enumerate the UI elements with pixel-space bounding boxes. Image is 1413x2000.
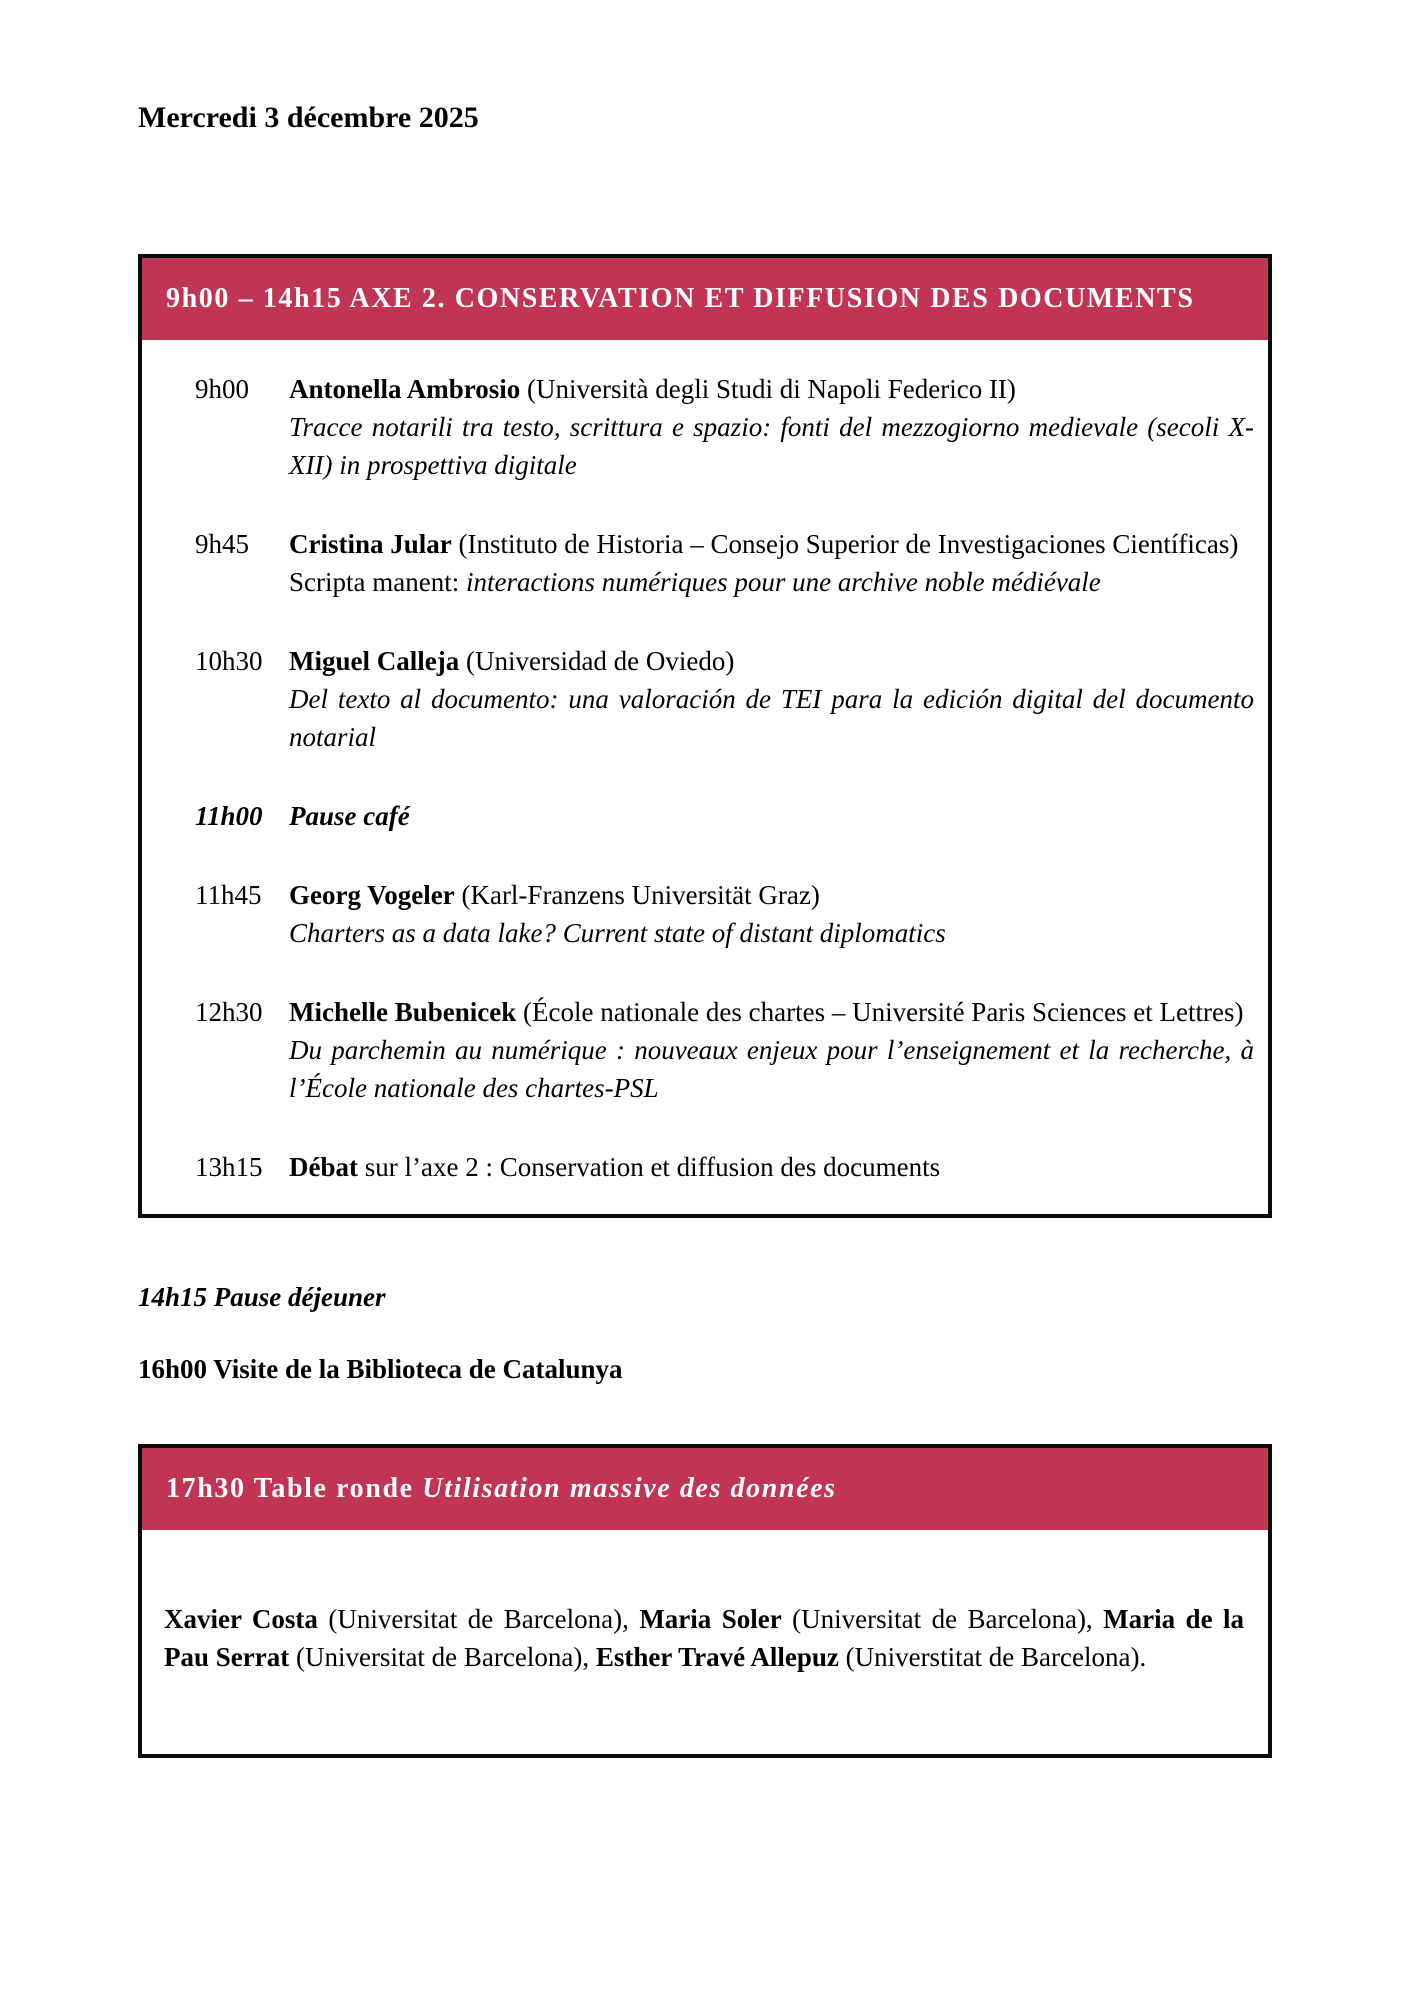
- entry-content: [289, 876, 1268, 952]
- session2-banner-topic: Utilisation massive des données: [422, 1473, 837, 1504]
- speaker-name: Cristina Jular: [289, 529, 452, 559]
- schedule-entry-bubenicek: [142, 993, 1268, 1107]
- participant-affiliation: (Universitat de Barcelona),: [781, 1604, 1104, 1634]
- entry-talk-title: Tracce notarili tra testo, scrittura e spazio: fonti del mezzogiorno medievale (secoli X-XII) in prospettiva digitale: [289, 412, 1254, 480]
- session2-body: [142, 1530, 1268, 1754]
- entry-speaker-line: [289, 642, 1254, 680]
- lunch-break-line: 14h15 Pause déjeuner: [138, 1282, 386, 1312]
- break-label: Pause café: [289, 801, 410, 831]
- entry-talk-title: Charters as a data lake? Current state of distant diplomatics: [289, 918, 946, 948]
- entry-speaker-line: [289, 876, 1254, 914]
- entry-speaker-line: [289, 993, 1254, 1031]
- entry-time: 13h15: [195, 1152, 263, 1182]
- participant-affiliation: (Universitat de Barcelona),: [317, 1604, 640, 1634]
- entry-content: [289, 797, 1268, 835]
- speaker-name: Miguel Calleja: [289, 646, 460, 676]
- schedule-entry-vogeler: [142, 876, 1268, 952]
- entry-talk-title: Du parchemin au numérique : nouveaux enjeux pour l’enseignement et la recherche, à l’École nationale des chartes-PSL: [289, 1035, 1254, 1103]
- debat-label: Débat: [289, 1152, 358, 1182]
- schedule-entry-coffee-break: [142, 797, 1268, 835]
- speaker-affiliation: (Karl-Franzens Universität Graz): [454, 880, 820, 910]
- entry-talk-title: Del texto al documento: una valoración de TEI para la edición digital del documento notarial: [289, 684, 1254, 752]
- session1-box: [138, 254, 1272, 1218]
- participant-name: Esther Travé Allepuz: [595, 1642, 839, 1672]
- schedule-entry-debat: [142, 1148, 1268, 1186]
- speaker-affiliation: (École nationale des chartes – Université Paris Sciences et Lettres): [516, 997, 1244, 1027]
- schedule-entry-calleja: [142, 642, 1268, 756]
- session1-banner: [142, 258, 1268, 340]
- entry-time: 11h45: [195, 880, 262, 910]
- talk-title-italic: interactions numériques pour une archive noble médiévale: [465, 567, 1101, 597]
- entry-time: 11h00: [195, 801, 263, 831]
- debat-text: sur l’axe 2 : Conservation et diffusion des documents: [358, 1152, 941, 1182]
- entry-content: [289, 642, 1268, 756]
- participant-name: Maria de la Pau Serrat: [164, 1604, 1244, 1672]
- session1-body: [142, 340, 1268, 1214]
- session2-box: [138, 1444, 1272, 1758]
- speaker-name: Michelle Bubenicek: [289, 997, 517, 1027]
- entry-content: [289, 370, 1268, 484]
- session1-banner-title: 9h00 – 14h15 AXE 2. CONSERVATION ET DIFFUSION DES DOCUMENTS: [166, 283, 1195, 314]
- library-visit-line: 16h00 Visite de la Biblioteca de Catalunya: [138, 1354, 623, 1384]
- entry-content: [289, 525, 1268, 601]
- entry-content: [289, 1148, 1268, 1186]
- participant-name: Maria Soler: [639, 1604, 782, 1634]
- participant-affiliation: (Universtitat de Barcelona).: [838, 1642, 1147, 1672]
- speaker-affiliation: (Instituto de Historia – Consejo Superior de Investigaciones Científicas): [451, 529, 1239, 559]
- speaker-affiliation: (Università degli Studi di Napoli Federico II): [520, 374, 1016, 404]
- speaker-name: Georg Vogeler: [289, 880, 455, 910]
- entry-content: [289, 993, 1268, 1107]
- entry-speaker-line: [289, 1148, 1254, 1186]
- session2-banner-prefix: 17h30 Table ronde: [166, 1473, 423, 1504]
- entry-speaker-line: [289, 525, 1254, 563]
- entry-talk-title: [289, 563, 1254, 601]
- session2-banner: [142, 1448, 1268, 1530]
- talk-title-prefix: Scripta manent:: [289, 567, 466, 597]
- schedule-entry-jular: [142, 525, 1268, 601]
- entry-time: 9h00: [195, 374, 249, 404]
- participants-paragraph: [164, 1600, 1244, 1676]
- date-heading: Mercredi 3 décembre 2025: [138, 101, 479, 134]
- entry-time: 12h30: [195, 997, 263, 1027]
- speaker-name: Antonella Ambrosio: [289, 374, 521, 404]
- schedule-entry-ambrosio: [142, 370, 1268, 484]
- participant-name: Xavier Costa: [164, 1604, 318, 1634]
- entry-time: 9h45: [195, 529, 249, 559]
- entry-speaker-line: [289, 370, 1254, 408]
- speaker-affiliation: (Universidad de Oviedo): [459, 646, 735, 676]
- participant-affiliation: (Universitat de Barcelona),: [289, 1642, 596, 1672]
- entry-time: 10h30: [195, 646, 263, 676]
